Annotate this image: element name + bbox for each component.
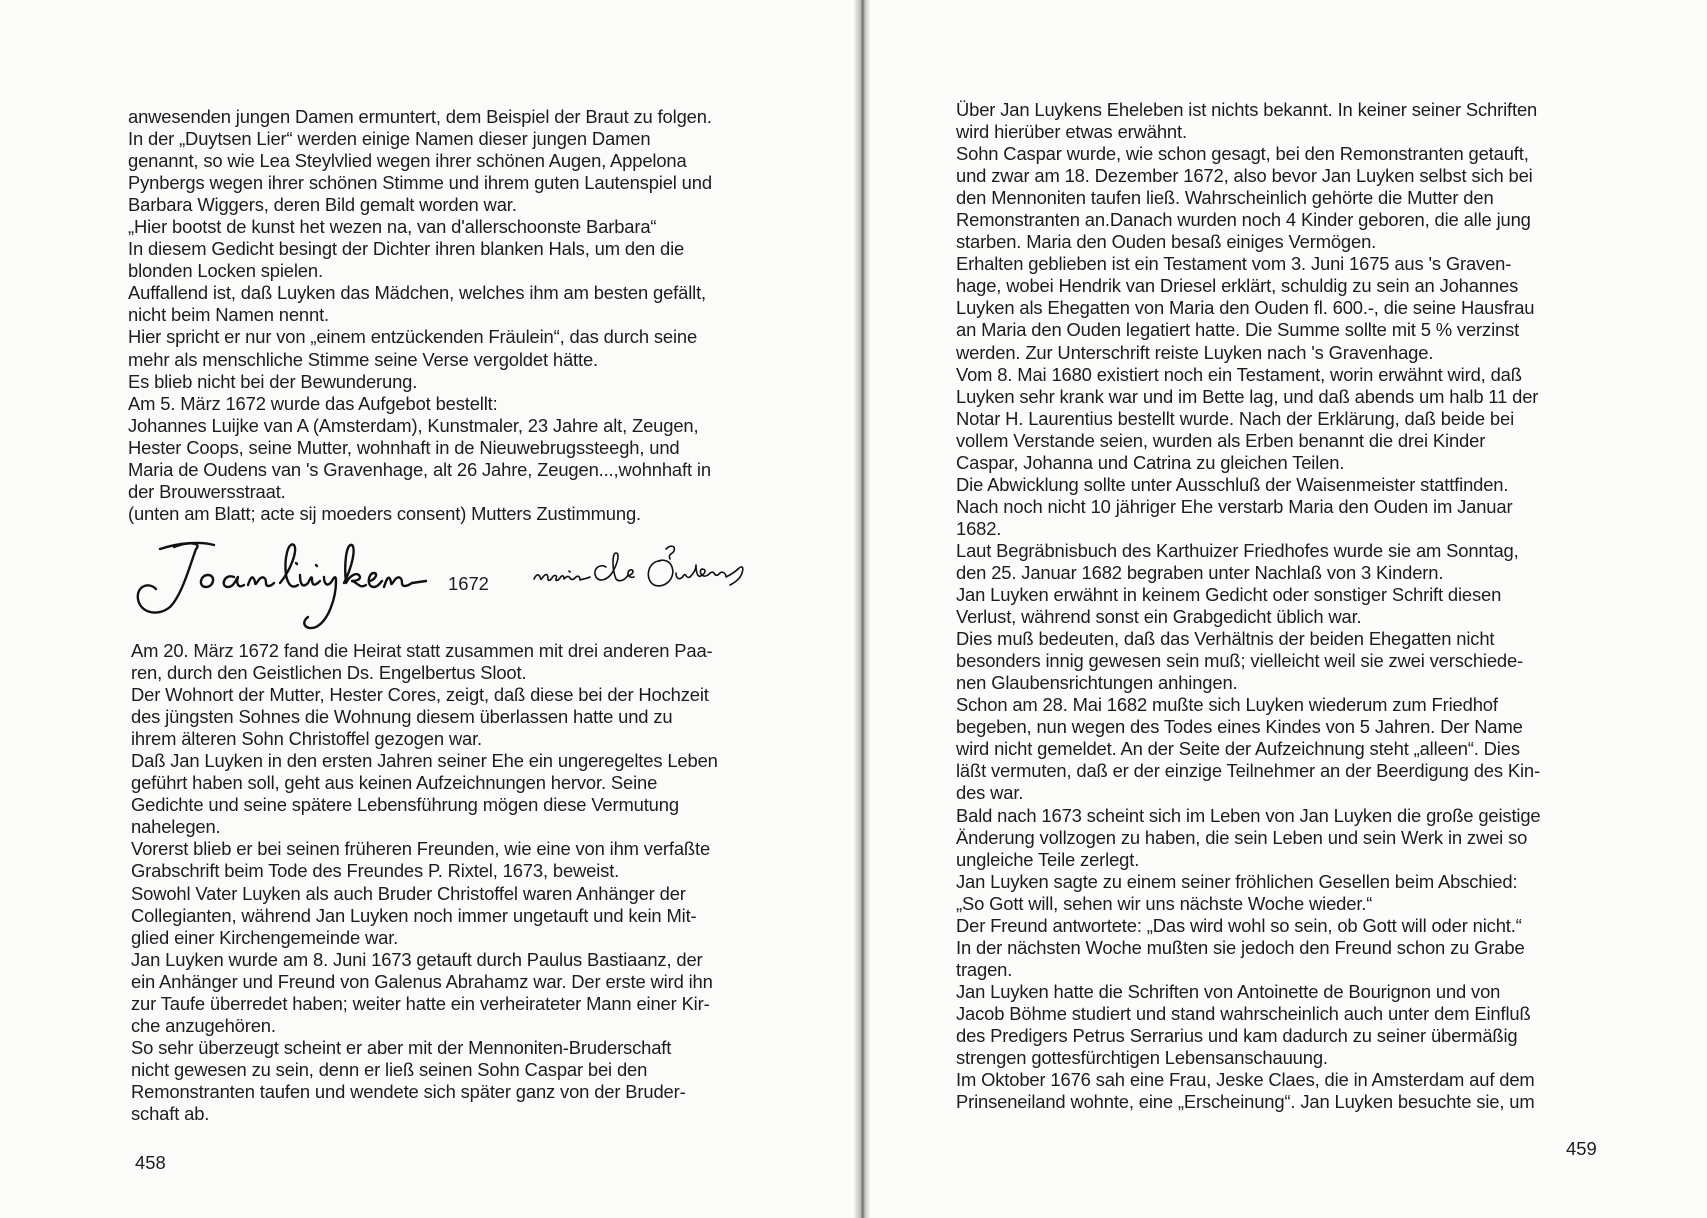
text-line: hage, wobei Hendrik van Driesel erklärt, schuldig zu sein an Johannes bbox=[956, 275, 1519, 297]
text-line: Im Oktober 1676 sah eine Frau, Jeske Claes, die in Amsterdam auf dem bbox=[956, 1069, 1535, 1091]
text-line: besonders innig gewesen sein muß; vielleicht weil sie zwei verschiede- bbox=[956, 650, 1524, 672]
text-line: 1682. bbox=[956, 517, 1002, 539]
text-line: Grabschrift beim Tode des Freundes P. Rixtel, 1673, beweist. bbox=[131, 860, 620, 882]
text-line: nen Glaubensrichtungen anhingen. bbox=[956, 672, 1238, 694]
text-line: der Brouwersstraat. bbox=[128, 480, 286, 502]
text-line: Über Jan Luykens Eheleben ist nichts bekannt. In keiner seiner Schriften bbox=[956, 99, 1538, 120]
text-line: In diesem Gedicht besingt der Dichter ihren blanken Hals, um den die bbox=[128, 238, 685, 260]
text-line: Johannes Luijke van A (Amsterdam), Kunstmaler, 23 Jahre alt, Zeugen, bbox=[128, 414, 699, 436]
text-line: Vom 8. Mai 1680 existiert noch ein Testament, worin erwähnt wird, daß bbox=[956, 363, 1522, 385]
text-line: Änderung vollzogen zu haben, die sein Leben und sein Werk in zwei so bbox=[956, 826, 1528, 848]
text-line: wird hierüber etwas erwähnt. bbox=[956, 121, 1187, 143]
text-line: Notar H. Laurentius bestellt wurde. Nach der Erklärung, daß beide bei bbox=[956, 407, 1515, 429]
text-line: Nach noch nicht 10 jähriger Ehe verstarb Maria den Ouden im Januar bbox=[956, 495, 1513, 517]
text-line: Die Abwicklung sollte unter Ausschluß der Waisenmeister stattfinden. bbox=[956, 473, 1509, 495]
text-line: Collegianten, während Jan Luyken noch immer ungetauft und kein Mit- bbox=[131, 904, 697, 926]
text-line: mehr als menschliche Stimme seine Verse vergoldet hätte. bbox=[128, 348, 598, 370]
text-line: Gedichte und seine spätere Lebensführung mögen diese Vermutung bbox=[131, 794, 679, 816]
text-line: Jan Luyken erwähnt in keinem Gedicht oder sonstiger Schrift diesen bbox=[956, 584, 1502, 606]
text-line: strengen gottesfürchtigen Lebensanschauung. bbox=[956, 1047, 1328, 1069]
text-line: ren, durch den Geistlichen Ds. Engelbertus Sloot. bbox=[131, 662, 527, 684]
signature-maria-de-ouden bbox=[530, 539, 770, 609]
text-line: Luyken als Ehegatten von Maria den Ouden fl. 600.-, die seine Hausfrau bbox=[956, 297, 1535, 319]
text-line: Maria de Oudens van 's Gravenhage, alt 26 Jahre, Zeugen...,wohnhaft in bbox=[128, 458, 711, 480]
text-line: Hier spricht er nur von „einem entzückenden Fräulein“, das durch seine bbox=[128, 326, 698, 348]
signature-row bbox=[130, 535, 790, 645]
text-line: ihrem älteren Sohn Christoffel gezogen war. bbox=[131, 728, 483, 750]
text-line: Sowohl Vater Luyken als auch Bruder Christoffel waren Anhänger der bbox=[131, 882, 686, 904]
left-text-bottom bbox=[131, 640, 781, 1125]
text-line: werden. Zur Unterschrift reiste Luyken nach 's Gravenhage. bbox=[956, 341, 1434, 363]
text-line: Prinseneiland wohnte, eine „Erscheinung“. Jan Luyken besuchte sie, um bbox=[956, 1091, 1535, 1113]
text-line: und zwar am 18. Dezember 1672, also bevor Jan Luyken selbst sich bei bbox=[956, 165, 1533, 187]
text-line: Der Freund antwortete: „Das wird wohl so sein, ob Gott will oder nicht.“ bbox=[956, 914, 1522, 936]
text-line: „So Gott will, sehen wir uns nächste Woche wieder.“ bbox=[956, 892, 1373, 914]
left-text-top bbox=[128, 106, 778, 525]
text-line: des jüngsten Sohnes die Wohnung diesem überlassen hatte und zu bbox=[131, 706, 673, 728]
text-line: starben. Maria den Ouden besaß einiges Vermögen. bbox=[956, 231, 1377, 253]
text-line: Es blieb nicht bei der Bewunderung. bbox=[128, 370, 418, 392]
text-line: begeben, nun wegen des Todes eines Kindes von 5 Jahren. Der Name bbox=[956, 716, 1523, 738]
text-line: den 25. Januar 1682 begraben unter Nachlaß von 3 Kindern. bbox=[956, 561, 1444, 583]
text-line: Am 5. März 1672 wurde das Aufgebot bestellt: bbox=[128, 392, 498, 414]
text-line: genannt, so wie Lea Steylvlied wegen ihrer schönen Augen, Appelona bbox=[128, 150, 687, 172]
text-line: nicht beim Namen nennt. bbox=[128, 304, 330, 326]
text-line: des Predigers Petrus Serrarius und kam dadurch zu seiner übermäßig bbox=[956, 1024, 1518, 1046]
text-line: Pynbergs wegen ihrer schönen Stimme und ihrem guten Lautenspiel und bbox=[128, 172, 712, 194]
text-line: (unten am Blatt; acte sij moeders consent) Mutters Zustimmung. bbox=[128, 502, 641, 524]
text-line: Barbara Wiggers, deren Bild gemalt worden war. bbox=[128, 194, 517, 216]
text-line: „Hier bootst de kunst het wezen na, van d'allerschoonste Barbara“ bbox=[128, 216, 657, 238]
text-line: nicht gewesen zu sein, denn er ließ seinen Sohn Caspar bei den bbox=[131, 1058, 648, 1080]
text-line: Auffallend ist, daß Luyken das Mädchen, welches ihm am besten gefällt, bbox=[128, 282, 706, 304]
text-line: Remonstranten taufen und wendete sich später ganz von der Bruder- bbox=[131, 1080, 686, 1102]
text-line: anwesenden jungen Damen ermuntert, dem Beispiel der Braut zu folgen. bbox=[128, 106, 712, 127]
text-line: Laut Begräbnisbuch des Karthuizer Friedhofes wurde sie am Sonntag, bbox=[956, 539, 1519, 561]
text-line: Jan Luyken wurde am 8. Juni 1673 getauft durch Paulus Bastiaanz, der bbox=[131, 948, 703, 970]
text-line: blonden Locken spielen. bbox=[128, 260, 323, 282]
text-line: den Mennoniten taufen ließ. Wahrscheinlich gehörte die Mutter den bbox=[956, 187, 1494, 209]
text-line: glied einer Kirchengemeinde war. bbox=[131, 926, 399, 948]
text-line: Jacob Böhme studiert und stand wahrscheinlich auch unter dem Einfluß bbox=[956, 1002, 1531, 1024]
text-line: Jan Luyken hatte die Schriften von Antoinette de Bourignon und von bbox=[956, 980, 1501, 1002]
signature-year: 1672 bbox=[448, 573, 489, 594]
text-line: des war. bbox=[956, 782, 1024, 804]
text-line: Jan Luyken sagte zu einem seiner fröhlichen Gesellen beim Abschied: bbox=[956, 870, 1518, 892]
text-line: geführt haben soll, geht aus keinen Aufzeichnungen hervor. Seine bbox=[131, 772, 658, 794]
text-line: ein Anhänger und Freund von Galenus Abrahamz war. Der erste wird ihn bbox=[131, 970, 713, 992]
text-line: In der „Duytsen Lier“ werden einige Namen dieser jungen Damen bbox=[128, 128, 651, 150]
text-line: Vorerst blieb er bei seinen früheren Freunden, wie eine von ihm verfaßte bbox=[131, 838, 711, 860]
text-line: an Maria den Ouden legatiert hatte. Die Summe sollte mit 5 % verzinst bbox=[956, 319, 1520, 341]
text-line: Dies muß bedeuten, daß das Verhältnis der beiden Ehegatten nicht bbox=[956, 628, 1495, 650]
text-line: Remonstranten an.Danach wurden noch 4 Kinder geboren, die alle jung bbox=[956, 209, 1531, 231]
text-line: Luyken sehr krank war und im Bette lag, und daß abends um halb 11 der bbox=[956, 385, 1539, 407]
text-line: läßt vermuten, daß er der einzige Teilnehmer an der Beerdigung des Kin- bbox=[956, 760, 1540, 782]
text-line: ungleiche Teile zerlegt. bbox=[956, 848, 1140, 870]
right-text bbox=[956, 99, 1606, 1113]
text-line: Daß Jan Luyken in den ersten Jahren seiner Ehe ein ungeregeltes Leben bbox=[131, 750, 718, 772]
page-number-left: 458 bbox=[135, 1152, 166, 1173]
text-line: nahelegen. bbox=[131, 816, 221, 838]
text-line: vollem Verstande seien, wurden als Erben benannt die drei Kinder bbox=[956, 429, 1486, 451]
text-line: Am 20. März 1672 fand die Heirat statt zusammen mit drei anderen Paa- bbox=[131, 640, 713, 661]
text-line: schaft ab. bbox=[131, 1102, 210, 1124]
book-gutter bbox=[854, 0, 870, 1218]
text-line: Erhalten geblieben ist ein Testament vom 3. Juni 1675 aus 's Graven- bbox=[956, 253, 1512, 275]
page-number-right: 459 bbox=[1566, 1138, 1597, 1159]
text-line: In der nächsten Woche mußten sie jedoch den Freund schon zu Grabe bbox=[956, 936, 1525, 958]
text-line: So sehr überzeugt scheint er aber mit der Mennoniten-Bruderschaft bbox=[131, 1036, 672, 1058]
text-line: Verlust, während sonst ein Grabgedicht üblich war. bbox=[956, 606, 1362, 628]
text-line: zur Taufe überredet haben; weiter hatte ein verheirateter Mann einer Kir- bbox=[131, 992, 710, 1014]
text-line: Bald nach 1673 scheint sich im Leben von Jan Luyken die große geistige bbox=[956, 804, 1541, 826]
text-line: Schon am 28. Mai 1682 mußte sich Luyken wiederum zum Friedhof bbox=[956, 694, 1498, 716]
text-line: Der Wohnort der Mutter, Hester Cores, zeigt, daß diese bei der Hochzeit bbox=[131, 684, 709, 706]
signature-joan-luyken bbox=[130, 535, 430, 635]
text-line: Sohn Caspar wurde, wie schon gesagt, bei den Remonstranten getauft, bbox=[956, 143, 1529, 165]
text-line: che anzugehören. bbox=[131, 1014, 276, 1036]
text-line: Caspar, Johanna und Catrina zu gleichen Teilen. bbox=[956, 451, 1345, 473]
text-line: wird nicht gemeldet. An der Seite der Aufzeichnung steht „alleen“. Dies bbox=[956, 738, 1520, 760]
text-line: Hester Coops, seine Mutter, wohnhaft in de Nieuwebrugssteegh, und bbox=[128, 436, 680, 458]
text-line: tragen. bbox=[956, 958, 1013, 980]
